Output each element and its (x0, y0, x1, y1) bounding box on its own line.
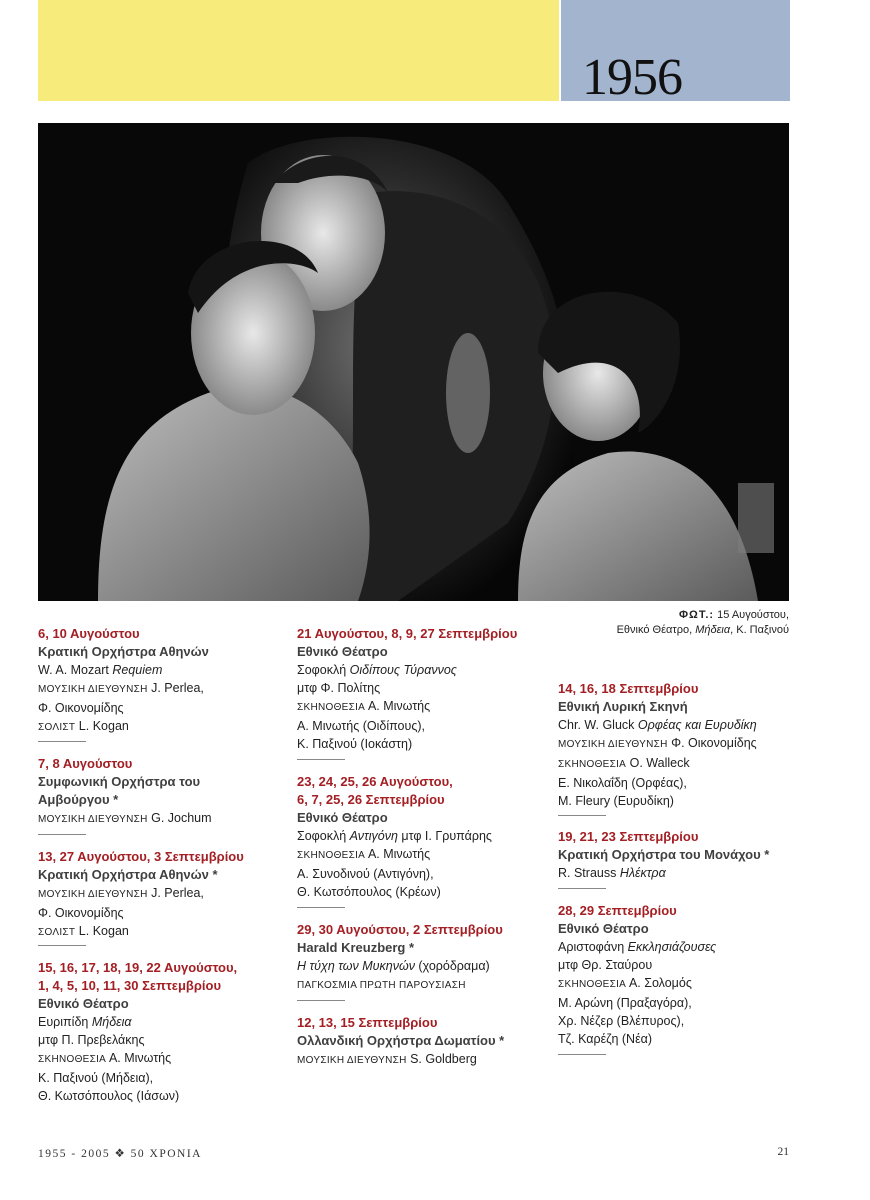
entry-separator (558, 1054, 606, 1055)
caption-actor: , Κ. Παξινού (730, 624, 789, 636)
header-band-yellow (38, 0, 559, 101)
entry-cast: Θ. Κωτσόπουλος (Κρέων) (297, 885, 441, 899)
entry-credit (38, 884, 244, 904)
entry-cast: Κ. Παξινού (Μήδεια), (38, 1071, 154, 1085)
entry-date-cont: 1, 4, 5, 10, 11, 30 Σεπτεμβρίου (38, 978, 222, 993)
entry-venue-cont: Αμβούργου * (38, 792, 119, 807)
entry-date: 19, 21, 23 Σεπτεμβρίου (558, 829, 699, 844)
caption-label: ΦΩΤ.: (679, 609, 715, 621)
caption-title: Μήδεια (695, 624, 731, 636)
page-number: 21 (777, 1146, 789, 1158)
entry-credit (558, 974, 716, 994)
work-title: Η τύχη των Μυκηνών (297, 959, 415, 973)
entry-venue: Εθνική Λυρική Σκηνή (558, 699, 688, 714)
credit-name: Φ. Οικονομίδης (667, 736, 757, 750)
premiere-note: ΠΑΓΚΟΣΜΙΑ ΠΡΩΤΗ ΠΑΡΟΥΣΙΑΣΗ (297, 980, 466, 991)
work-title: Μήδεια (91, 1015, 132, 1029)
entry-separator (558, 815, 606, 816)
composer: W. A. Mozart (38, 663, 113, 677)
entry-credit (38, 717, 209, 737)
entry-separator (297, 1000, 345, 1001)
entry-cast: Τζ. Καρέζη (Νέα) (558, 1032, 653, 1046)
entry-date: 23, 24, 25, 26 Αυγούστου, (297, 774, 453, 789)
work-title: Ηλέκτρα (619, 866, 666, 880)
entry-date: 29, 30 Αυγούστου, 2 Σεπτεμβρίου (297, 922, 503, 937)
credit-role: ΜΟΥΣΙΚΗ ΔΙΕΥΘΥΝΣΗ (297, 1055, 407, 1066)
credit-name: Α. Σολομός (626, 976, 692, 990)
credit-role: ΜΟΥΣΙΚΗ ΔΙΕΥΘΥΝΣΗ (558, 739, 668, 750)
entry-work (38, 1013, 237, 1031)
entry-credit (297, 697, 517, 717)
entry-credit (38, 809, 212, 829)
program-entry (558, 902, 716, 1048)
program-entry (38, 755, 212, 829)
entry-cast: Α. Συνοδινού (Αντιγόνη), (297, 867, 434, 881)
work-title: Εκκλησιάζουσες (627, 940, 717, 954)
credit-role: ΣΚΗΝΟΘΕΣΙΑ (38, 1054, 107, 1065)
entry-credit (38, 1049, 237, 1069)
entry-cast: Χρ. Νέζερ (Βλέπυρος), (558, 1014, 685, 1028)
entry-venue: Κρατική Ορχήστρα του Μονάχου * (558, 847, 770, 862)
entry-date: 13, 27 Αυγούστου, 3 Σεπτεμβρίου (38, 849, 244, 864)
entry-separator (558, 888, 606, 889)
production-photo (38, 123, 789, 601)
program-entry (297, 1014, 504, 1070)
work-title: Requiem (112, 663, 163, 677)
entry-cast: Θ. Κωτσόπουλος (Ιάσων) (38, 1089, 180, 1103)
entry-venue: Συμφωνική Ορχήστρα του (38, 774, 201, 789)
program-entry (558, 828, 769, 882)
entry-work (558, 864, 769, 882)
credit-role: ΜΟΥΣΙΚΗ ΔΙΕΥΘΥΝΣΗ (38, 889, 148, 900)
entry-note (297, 975, 503, 995)
work-title: Ορφέας και Ευρυδίκη (637, 718, 757, 732)
entry-venue: Εθνικό Θέατρο (297, 644, 388, 659)
entry-venue: Κρατική Ορχήστρα Αθηνών (38, 644, 209, 659)
entry-venue: Ολλανδική Ορχήστρα Δωματίου * (297, 1033, 505, 1048)
credit-role: ΣΟΛΙΣΤ (38, 927, 76, 938)
entry-separator (38, 834, 86, 835)
entry-work (558, 938, 716, 956)
composer: R. Strauss (558, 866, 620, 880)
entry-work (297, 827, 492, 845)
entry-credit (38, 922, 244, 942)
year-heading: 1956 (582, 49, 682, 106)
entry-venue: Εθνικό Θέατρο (558, 921, 649, 936)
credit-name: S. Goldberg (406, 1052, 477, 1066)
work-title: Οιδίπους Τύραννος (349, 663, 457, 677)
entry-venue: Εθνικό Θέατρο (38, 996, 129, 1011)
entry-credit (297, 845, 492, 865)
program-entry (297, 773, 492, 901)
credit-role: ΣΚΗΝΟΘΕΣΙΑ (558, 759, 627, 770)
entry-date: 12, 13, 15 Σεπτεμβρίου (297, 1015, 438, 1030)
entry-credit-cont: Φ. Οικονομίδης (38, 906, 124, 920)
entry-venue: Εθνικό Θέατρο (297, 810, 388, 825)
program-entry (297, 625, 517, 753)
photo-illustration (38, 123, 789, 601)
translator: μτφ Ι. Γρυπάρης (397, 829, 492, 843)
program-entry (558, 680, 757, 810)
entry-separator (38, 741, 86, 742)
credit-role: ΜΟΥΣΙΚΗ ΔΙΕΥΘΥΝΣΗ (38, 684, 148, 695)
entry-cast: Μ. Αρώνη (Πραξαγόρα), (558, 996, 692, 1010)
credit-name: Α. Μινωτής (106, 1051, 172, 1065)
entry-credit-cont: Φ. Οικονομίδης (38, 701, 124, 715)
credit-name: J. Perlea, (147, 681, 204, 695)
program-entry (38, 959, 237, 1105)
entry-venue: Harald Kreuzberg * (297, 940, 415, 955)
entry-separator (297, 907, 345, 908)
entry-translation: μτφ Φ. Πολίτης (297, 681, 381, 695)
entry-date: 7, 8 Αυγούστου (38, 756, 133, 771)
entry-cast: Κ. Παξινού (Ιοκάστη) (297, 737, 413, 751)
entry-cast: Ε. Νικολαΐδη (Ορφέας), (558, 776, 687, 790)
entry-credit (297, 1050, 504, 1070)
credit-name: Α. Μινωτής (365, 847, 431, 861)
program-entry (297, 921, 503, 995)
entry-venue: Κρατική Ορχήστρα Αθηνών * (38, 867, 218, 882)
entry-work (297, 661, 517, 679)
program-entry (38, 848, 244, 942)
credit-name: L. Kogan (75, 924, 129, 938)
entry-work (38, 661, 209, 679)
credit-name: L. Kogan (75, 719, 129, 733)
credit-name: G. Jochum (147, 811, 212, 825)
entry-separator (297, 759, 345, 760)
entry-date: 21 Αυγούστου, 8, 9, 27 Σεπτεμβρίου (297, 626, 518, 641)
credit-role: ΣΚΗΝΟΘΕΣΙΑ (297, 850, 366, 861)
author: Σοφοκλή (297, 663, 350, 677)
entry-work (558, 716, 757, 734)
credit-name: Α. Μινωτής (365, 699, 431, 713)
work-title: Αντιγόνη (349, 829, 398, 843)
entry-date: 6, 10 Αυγούστου (38, 626, 140, 641)
entry-date: 28, 29 Σεπτεμβρίου (558, 903, 677, 918)
credit-name: O. Walleck (626, 756, 690, 770)
entry-credit (38, 679, 209, 699)
entry-work (297, 957, 503, 975)
entry-credit (558, 754, 757, 774)
work-genre: (χορόδραμα) (414, 959, 490, 973)
credit-role: ΣΚΗΝΟΘΕΣΙΑ (558, 979, 627, 990)
caption-date: 15 Αυγούστου, (717, 609, 789, 621)
entry-date: 14, 16, 18 Σεπτεμβρίου (558, 681, 699, 696)
entry-credit (558, 734, 757, 754)
footer-series-title: 1955 - 2005 ❖ 50 ΧΡΟΝΙΑ (38, 1148, 202, 1160)
entry-cast: Α. Μινωτής (Οιδίπους), (297, 719, 425, 733)
photo-caption (617, 608, 789, 638)
entry-date: 15, 16, 17, 18, 19, 22 Αυγούστου, (38, 960, 238, 975)
author: Σοφοκλή (297, 829, 350, 843)
credit-role: ΣΟΛΙΣΤ (38, 722, 76, 733)
program-entry (38, 625, 209, 737)
entry-date-cont: 6, 7, 25, 26 Σεπτεμβρίου (297, 792, 445, 807)
author: Αριστοφάνη (558, 940, 628, 954)
entry-cast: M. Fleury (Ευρυδίκη) (558, 794, 674, 808)
credit-name: J. Perlea, (147, 886, 204, 900)
entry-translation: μτφ Π. Πρεβελάκης (38, 1033, 145, 1047)
author: Ευριπίδη (38, 1015, 92, 1029)
entry-separator (38, 945, 86, 946)
composer: Chr. W. Gluck (558, 718, 638, 732)
credit-role: ΣΚΗΝΟΘΕΣΙΑ (297, 702, 366, 713)
credit-role: ΜΟΥΣΙΚΗ ΔΙΕΥΘΥΝΣΗ (38, 814, 148, 825)
entry-translation: μτφ Θρ. Σταύρου (558, 958, 653, 972)
caption-venue: Εθνικό Θέατρο, (616, 624, 696, 636)
